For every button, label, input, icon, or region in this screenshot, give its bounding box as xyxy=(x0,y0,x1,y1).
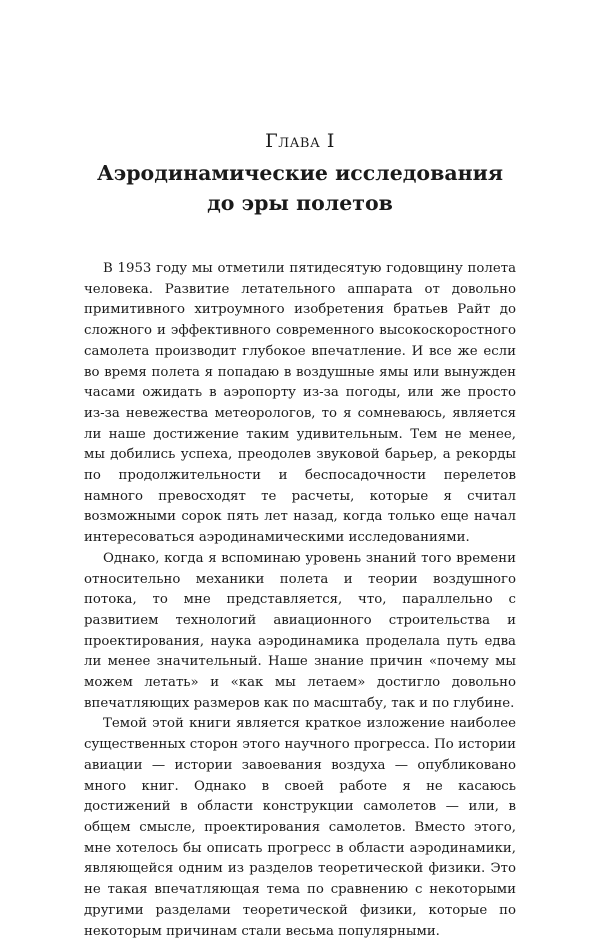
paragraph: Темой этой книги является краткое изложение наиболее существенных сторон этого научного прогресса. По истории авиации — истории завоевания воздуха — опубликовано много книг. Однако в своей работе я не касаюсь достижений в области конструкции самолетов — или, в общем смысле, проектирования самолетов. Вместо этого, мне хотелось бы описать прогресс в области аэродинамики, являющейся одним из разделов теоретической физики. Это не такая впечатляющая тема по сравнению с некоторыми другими разделами теоретической физики, которые по некоторым причинам стали весьма популярными. xyxy=(84,716,516,939)
paragraph: Однако, когда я вспоминаю уровень знаний того времени относительно механики полета и теории воздушного потока, то мне представляется, что, параллельно с развитием технологий авиационного строительства и проектирования, наука аэродинамика проделала путь едва ли менее значительный. Наше знание причин «почему мы можем летать» и «как мы летаем» достигло довольно впечатляющих размеров как по масштабу, так и по глубине. xyxy=(84,550,516,711)
paragraph: В 1953 году мы отметили пятидесятую годовщину полета человека. Развитие летательного аппарата от довольно примитивного хитроумного изобретения братьев Райт до сложного и эффективного современного высокоскоростного самолета производит глубокое впечатление. И все же если во время полета я попадаю в воздушные ямы или вынужден часами ожидать в аэропорту из-за погоды, или же просто из-за невежества метеорологов, то я сомневаюсь, является ли наше достижение таким удивительным. Тем не менее, мы добились успеха, преодолев звуковой барьер, а рекорды по продолжительности и беспосадочности перелетов намного превосходят те расчеты, которые я считал возможными сорок пять лет назад, когда только еще начал интересоваться аэродинамическими исследованиями. xyxy=(84,261,516,546)
chapter-label: Глава I xyxy=(265,130,335,152)
body-text xyxy=(84,259,516,942)
chapter-title: Аэродинамические исследования до эры полетов xyxy=(97,161,503,215)
